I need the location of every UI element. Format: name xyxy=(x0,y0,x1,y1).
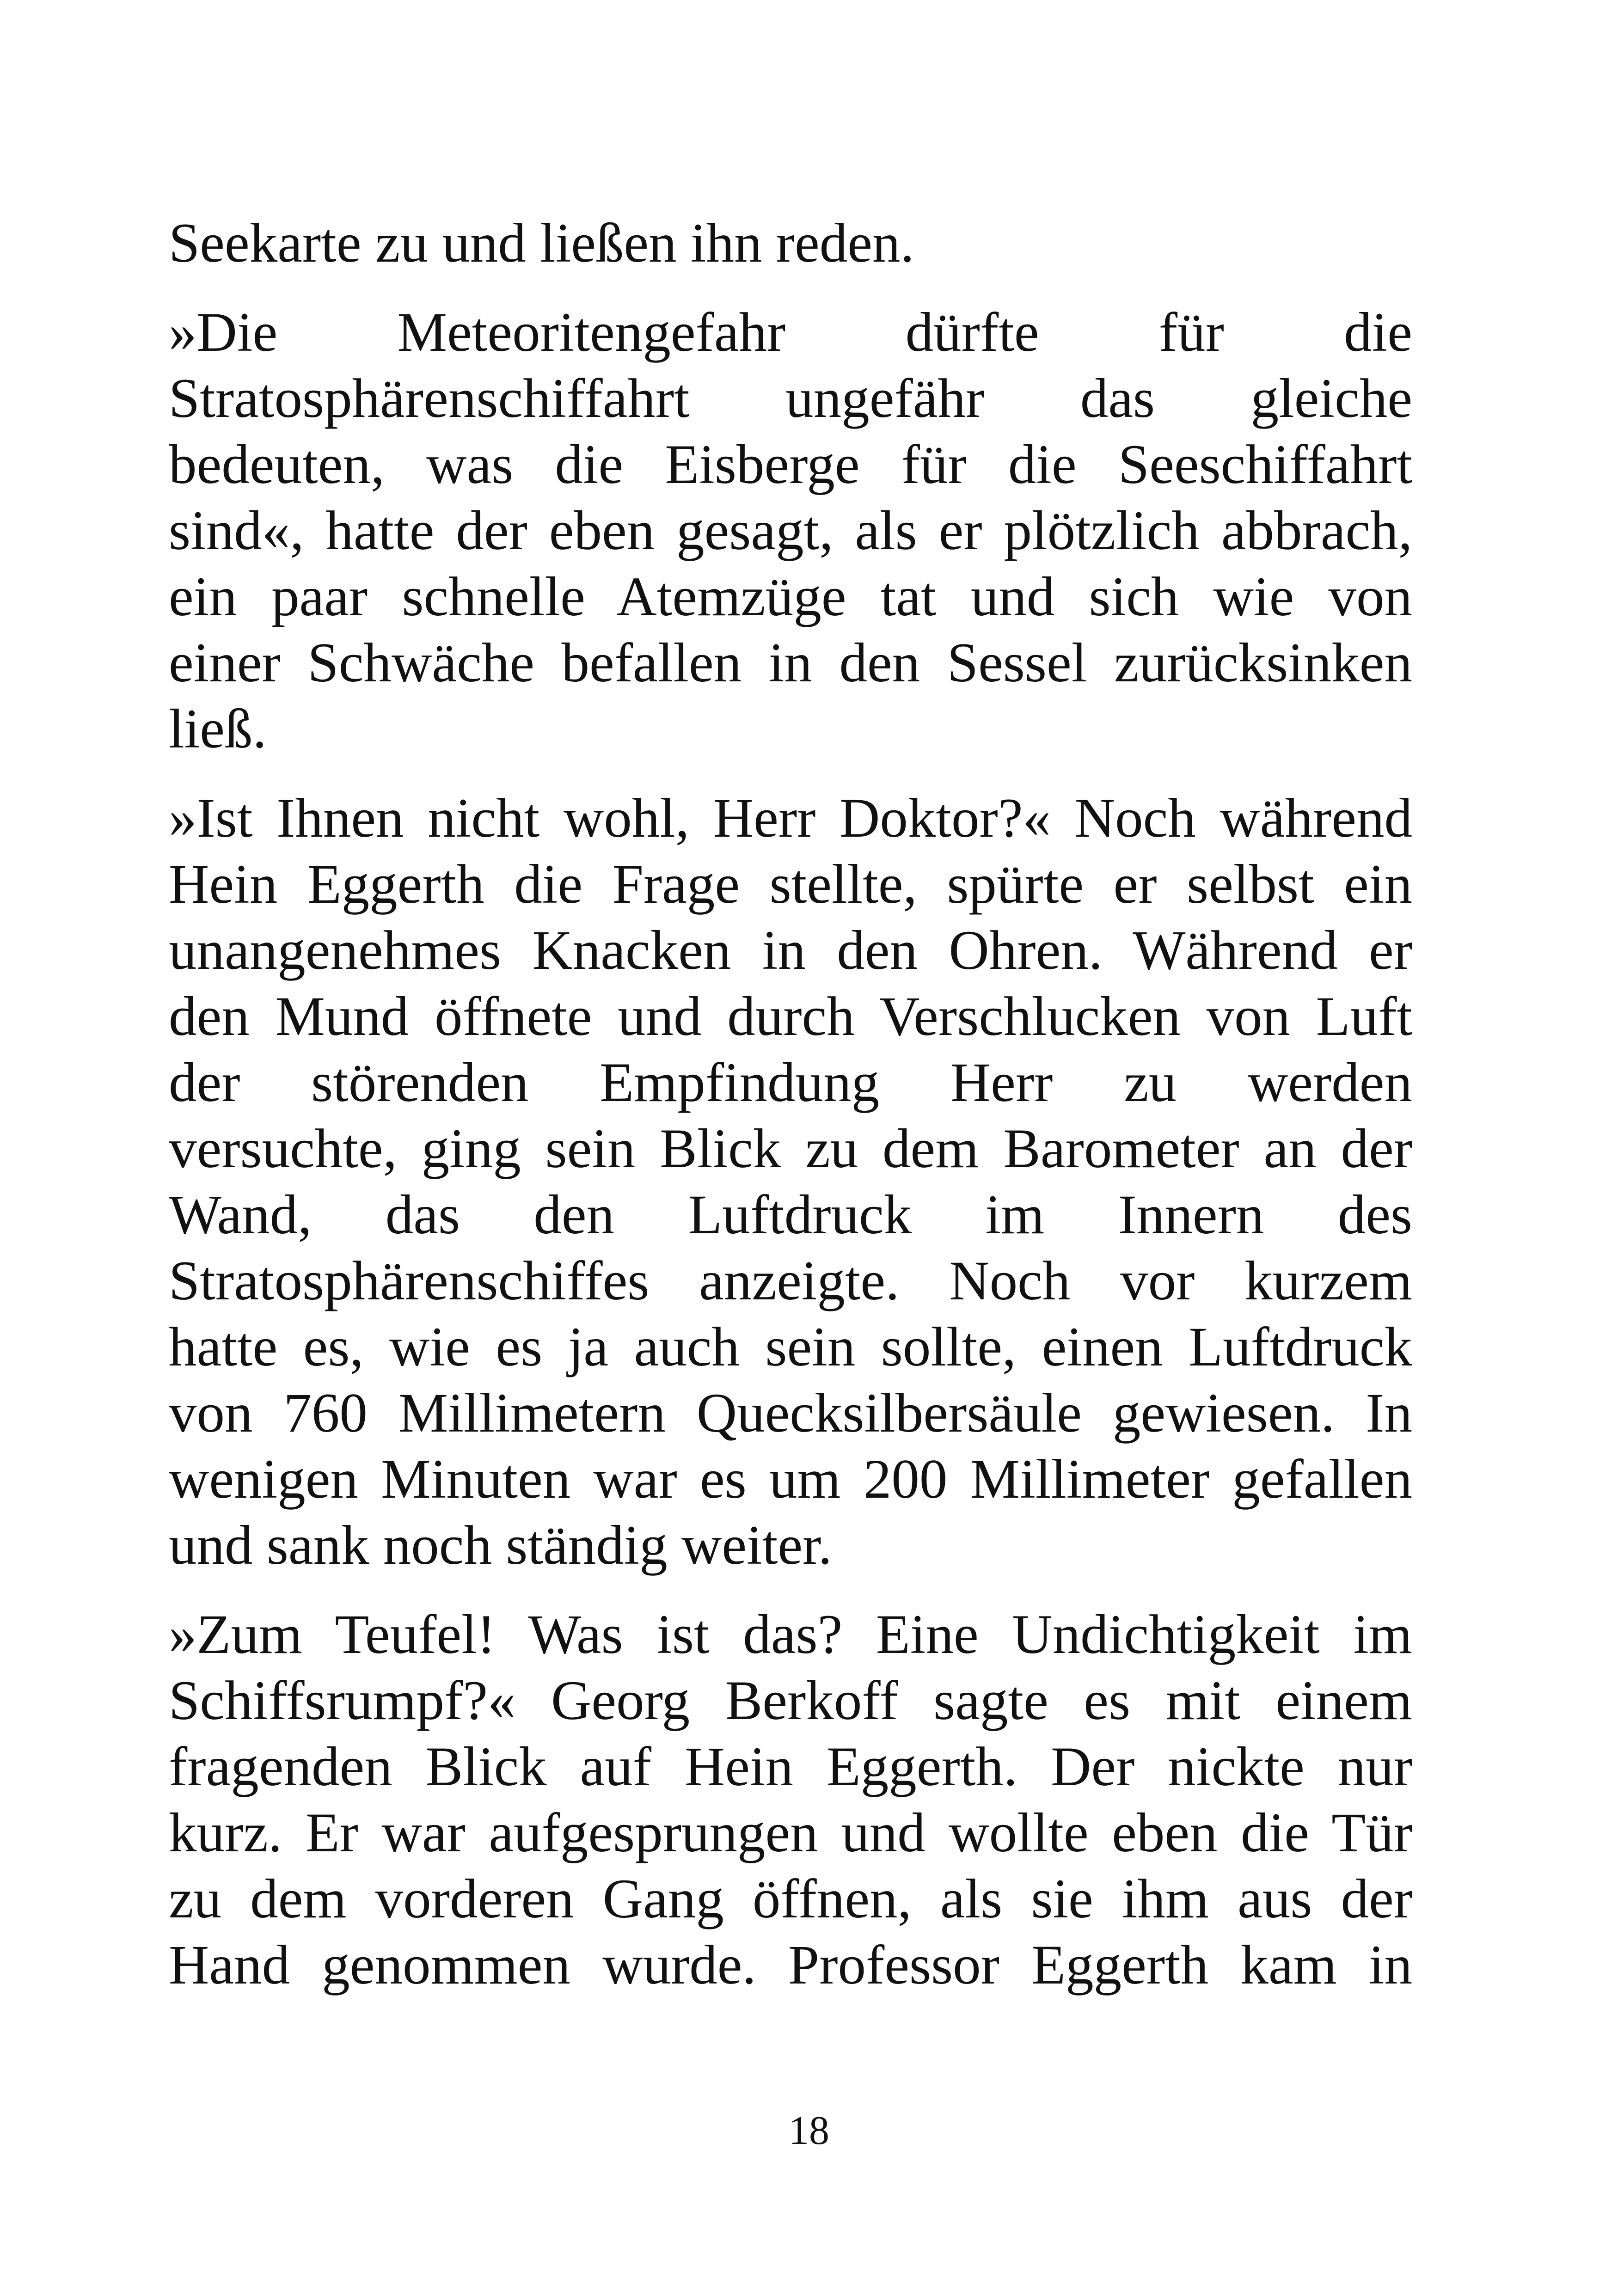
text-line: fragenden Blick auf Hein Eggerth. Der nickte nur xyxy=(169,1736,1412,1798)
text-line: sind«, hatte der eben gesagt, als er plötzlich abbrach, xyxy=(169,500,1412,562)
text-line: Stratosphärenschiffahrt ungefähr das gleiche xyxy=(169,367,1412,429)
text-line: »Die Meteoritengefahr dürfte für die xyxy=(169,301,1412,363)
text-line: wenigen Minuten war es um 200 Millimeter gefallen xyxy=(169,1448,1412,1510)
text-line: »Ist Ihnen nicht wohl, Herr Doktor?« Noch während xyxy=(169,787,1412,849)
text-line: unangenehmes Knacken in den Ohren. Während er xyxy=(169,919,1412,981)
text-line: einer Schwäche befallen in den Sessel zurücksinken xyxy=(169,632,1412,694)
paragraph xyxy=(169,210,1412,276)
text-line: den Mund öffnete und durch Verschlucken von Luft xyxy=(169,986,1412,1047)
text-line: zu dem vorderen Gang öffnen, als sie ihm aus der xyxy=(169,1868,1412,1930)
paragraph xyxy=(169,1602,1412,1998)
body-text xyxy=(169,210,1412,1998)
page-number: 18 xyxy=(789,2108,829,2153)
text-line: und sank noch ständig weiter. xyxy=(169,1514,832,1576)
paragraph xyxy=(169,300,1412,762)
paragraph-gap xyxy=(169,762,1412,785)
text-line: versuchte, ging sein Blick zu dem Barometer an der xyxy=(169,1118,1412,1180)
text-line: Hein Eggerth die Frage stellte, spürte er selbst ein xyxy=(169,853,1412,915)
text-line: Schiffsrumpf?« Georg Berkoff sagte es mit einem xyxy=(169,1670,1412,1732)
text-line: Wand, das den Luftdruck im Innern des xyxy=(169,1184,1412,1246)
paragraph xyxy=(169,785,1412,1579)
text-line: hatte es, wie es ja auch sein sollte, einen Luftdruck xyxy=(169,1316,1412,1378)
text-line: der störenden Empfindung Herr zu werden xyxy=(169,1052,1412,1114)
text-line: von 760 Millimetern Quecksilbersäule gewiesen. In xyxy=(169,1382,1412,1444)
paragraph-gap xyxy=(169,276,1412,300)
text-line: kurz. Er war aufgesprungen und wollte eben die Tür xyxy=(169,1802,1412,1864)
text-line: bedeuten, was die Eisberge für die Seeschiffahrt xyxy=(169,434,1412,496)
text-line: Hand genommen wurde. Professor Eggerth kam in xyxy=(169,1934,1412,1996)
paragraph-gap xyxy=(169,1579,1412,1602)
text-line: Seekarte zu und ließen ihn reden. xyxy=(169,212,914,274)
text-line: ein paar schnelle Atemzüge tat und sich wie von xyxy=(169,566,1412,628)
text-line: ließ. xyxy=(169,698,267,760)
text-line: »Zum Teufel! Was ist das? Eine Undichtigkeit im xyxy=(169,1604,1412,1665)
text-line: Stratosphärenschiffes anzeigte. Noch vor kurzem xyxy=(169,1250,1412,1312)
